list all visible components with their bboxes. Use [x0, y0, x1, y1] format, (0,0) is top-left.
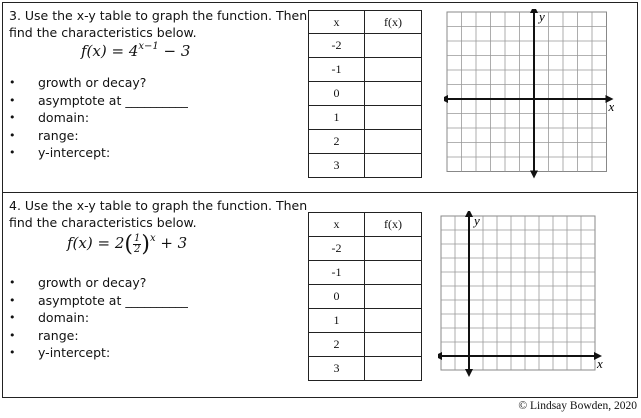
x-axis-label: x [597, 356, 603, 371]
problem-4-prompt-line1: 4. Use the x-y table to graph the function. Then [9, 198, 308, 213]
x-axis-left-arrow-icon [438, 352, 442, 360]
table-x-cell: -2 [309, 34, 365, 58]
characteristic-asymptote: • asymptote at __________ [38, 92, 188, 110]
table-fx-cell[interactable] [365, 58, 422, 82]
problem-3-prompt [9, 7, 307, 41]
problem-4-formula: f(x) = 2( $\frac{1}{2}$ )$^x$ + 3 [67, 232, 188, 257]
fraction-denominator: 2 [133, 243, 141, 255]
formula-lhs: f(x) = 4 [81, 42, 139, 60]
formula-rest: + 3 [155, 234, 188, 252]
table-fx-cell[interactable] [365, 82, 422, 106]
table-header-fx: f(x) [365, 213, 422, 237]
table-x-cell: 3 [309, 154, 365, 178]
table-x-cell: 3 [309, 357, 365, 381]
problem-3-formula [81, 41, 190, 60]
table-x-cell: 2 [309, 333, 365, 357]
problem-3-prompt-line2: find the characteristics below. [9, 25, 197, 40]
characteristic-range: • range: [38, 127, 188, 145]
y-axis-up-arrow-icon [530, 9, 538, 13]
table-fx-cell[interactable] [365, 357, 422, 381]
x-axis-left-arrow-icon [444, 95, 448, 103]
problem-4-characteristics [38, 274, 188, 362]
table-fx-cell[interactable] [365, 154, 422, 178]
table-fx-cell[interactable] [365, 106, 422, 130]
y-axis-up-arrow-icon [465, 211, 473, 217]
problem-3-prompt-line1: 3. Use the x-y table to graph the function. Then [9, 8, 308, 23]
table-header-x: x [309, 213, 365, 237]
grid-border [447, 12, 607, 172]
formula-exponent: x−1 [138, 41, 159, 52]
formula-lhs: f(x) = 2 [67, 234, 125, 252]
problem-divider [2, 192, 638, 193]
characteristic-growth: • growth or decay? [38, 74, 188, 92]
table-x-cell: 0 [309, 82, 365, 106]
table-x-cell: 0 [309, 285, 365, 309]
characteristic-range: • range: [38, 327, 188, 345]
y-axis-label: y [539, 9, 545, 24]
characteristic-growth: • growth or decay? [38, 274, 188, 292]
fraction-numerator: 1 [133, 232, 141, 244]
copyright-credit: © Lindsay Bowden, 2020 [518, 400, 637, 412]
characteristic-asymptote: • asymptote at __________ [38, 292, 188, 310]
problem-3-characteristics [38, 74, 188, 162]
table-header-x: x [309, 11, 365, 34]
characteristic-y-intercept: • y-intercept: [38, 344, 188, 362]
y-axis-label: y [474, 213, 480, 228]
table-x-cell: 2 [309, 130, 365, 154]
problem-4-coordinate-grid[interactable] [438, 211, 608, 383]
characteristic-domain: • domain: [38, 109, 188, 127]
table-x-cell: -1 [309, 58, 365, 82]
table-fx-cell[interactable] [365, 333, 422, 357]
table-fx-cell[interactable] [365, 34, 422, 58]
table-x-cell: -2 [309, 237, 365, 261]
problem-3-xy-table [308, 10, 422, 178]
problem-3-coordinate-grid[interactable] [444, 9, 614, 181]
table-fx-cell[interactable] [365, 285, 422, 309]
x-axis-label: x [608, 99, 614, 114]
table-x-cell: 1 [309, 309, 365, 333]
y-axis-down-arrow-icon [530, 171, 538, 179]
y-axis-down-arrow-icon [465, 369, 473, 377]
table-header-fx: f(x) [365, 11, 422, 34]
table-x-cell: 1 [309, 106, 365, 130]
table-fx-cell[interactable] [365, 261, 422, 285]
table-fx-cell[interactable] [365, 309, 422, 333]
problem-4-prompt-line2: find the characteristics below. [9, 215, 197, 230]
characteristic-y-intercept: • y-intercept: [38, 144, 188, 162]
formula-exponent: x [149, 233, 156, 244]
table-fx-cell[interactable] [365, 237, 422, 261]
table-fx-cell[interactable] [365, 130, 422, 154]
characteristic-domain: • domain: [38, 309, 188, 327]
formula-rest: − 3 [158, 42, 191, 60]
problem-4-prompt [9, 197, 307, 231]
table-x-cell: -1 [309, 261, 365, 285]
problem-4-xy-table [308, 212, 422, 381]
grid-border [441, 216, 595, 370]
